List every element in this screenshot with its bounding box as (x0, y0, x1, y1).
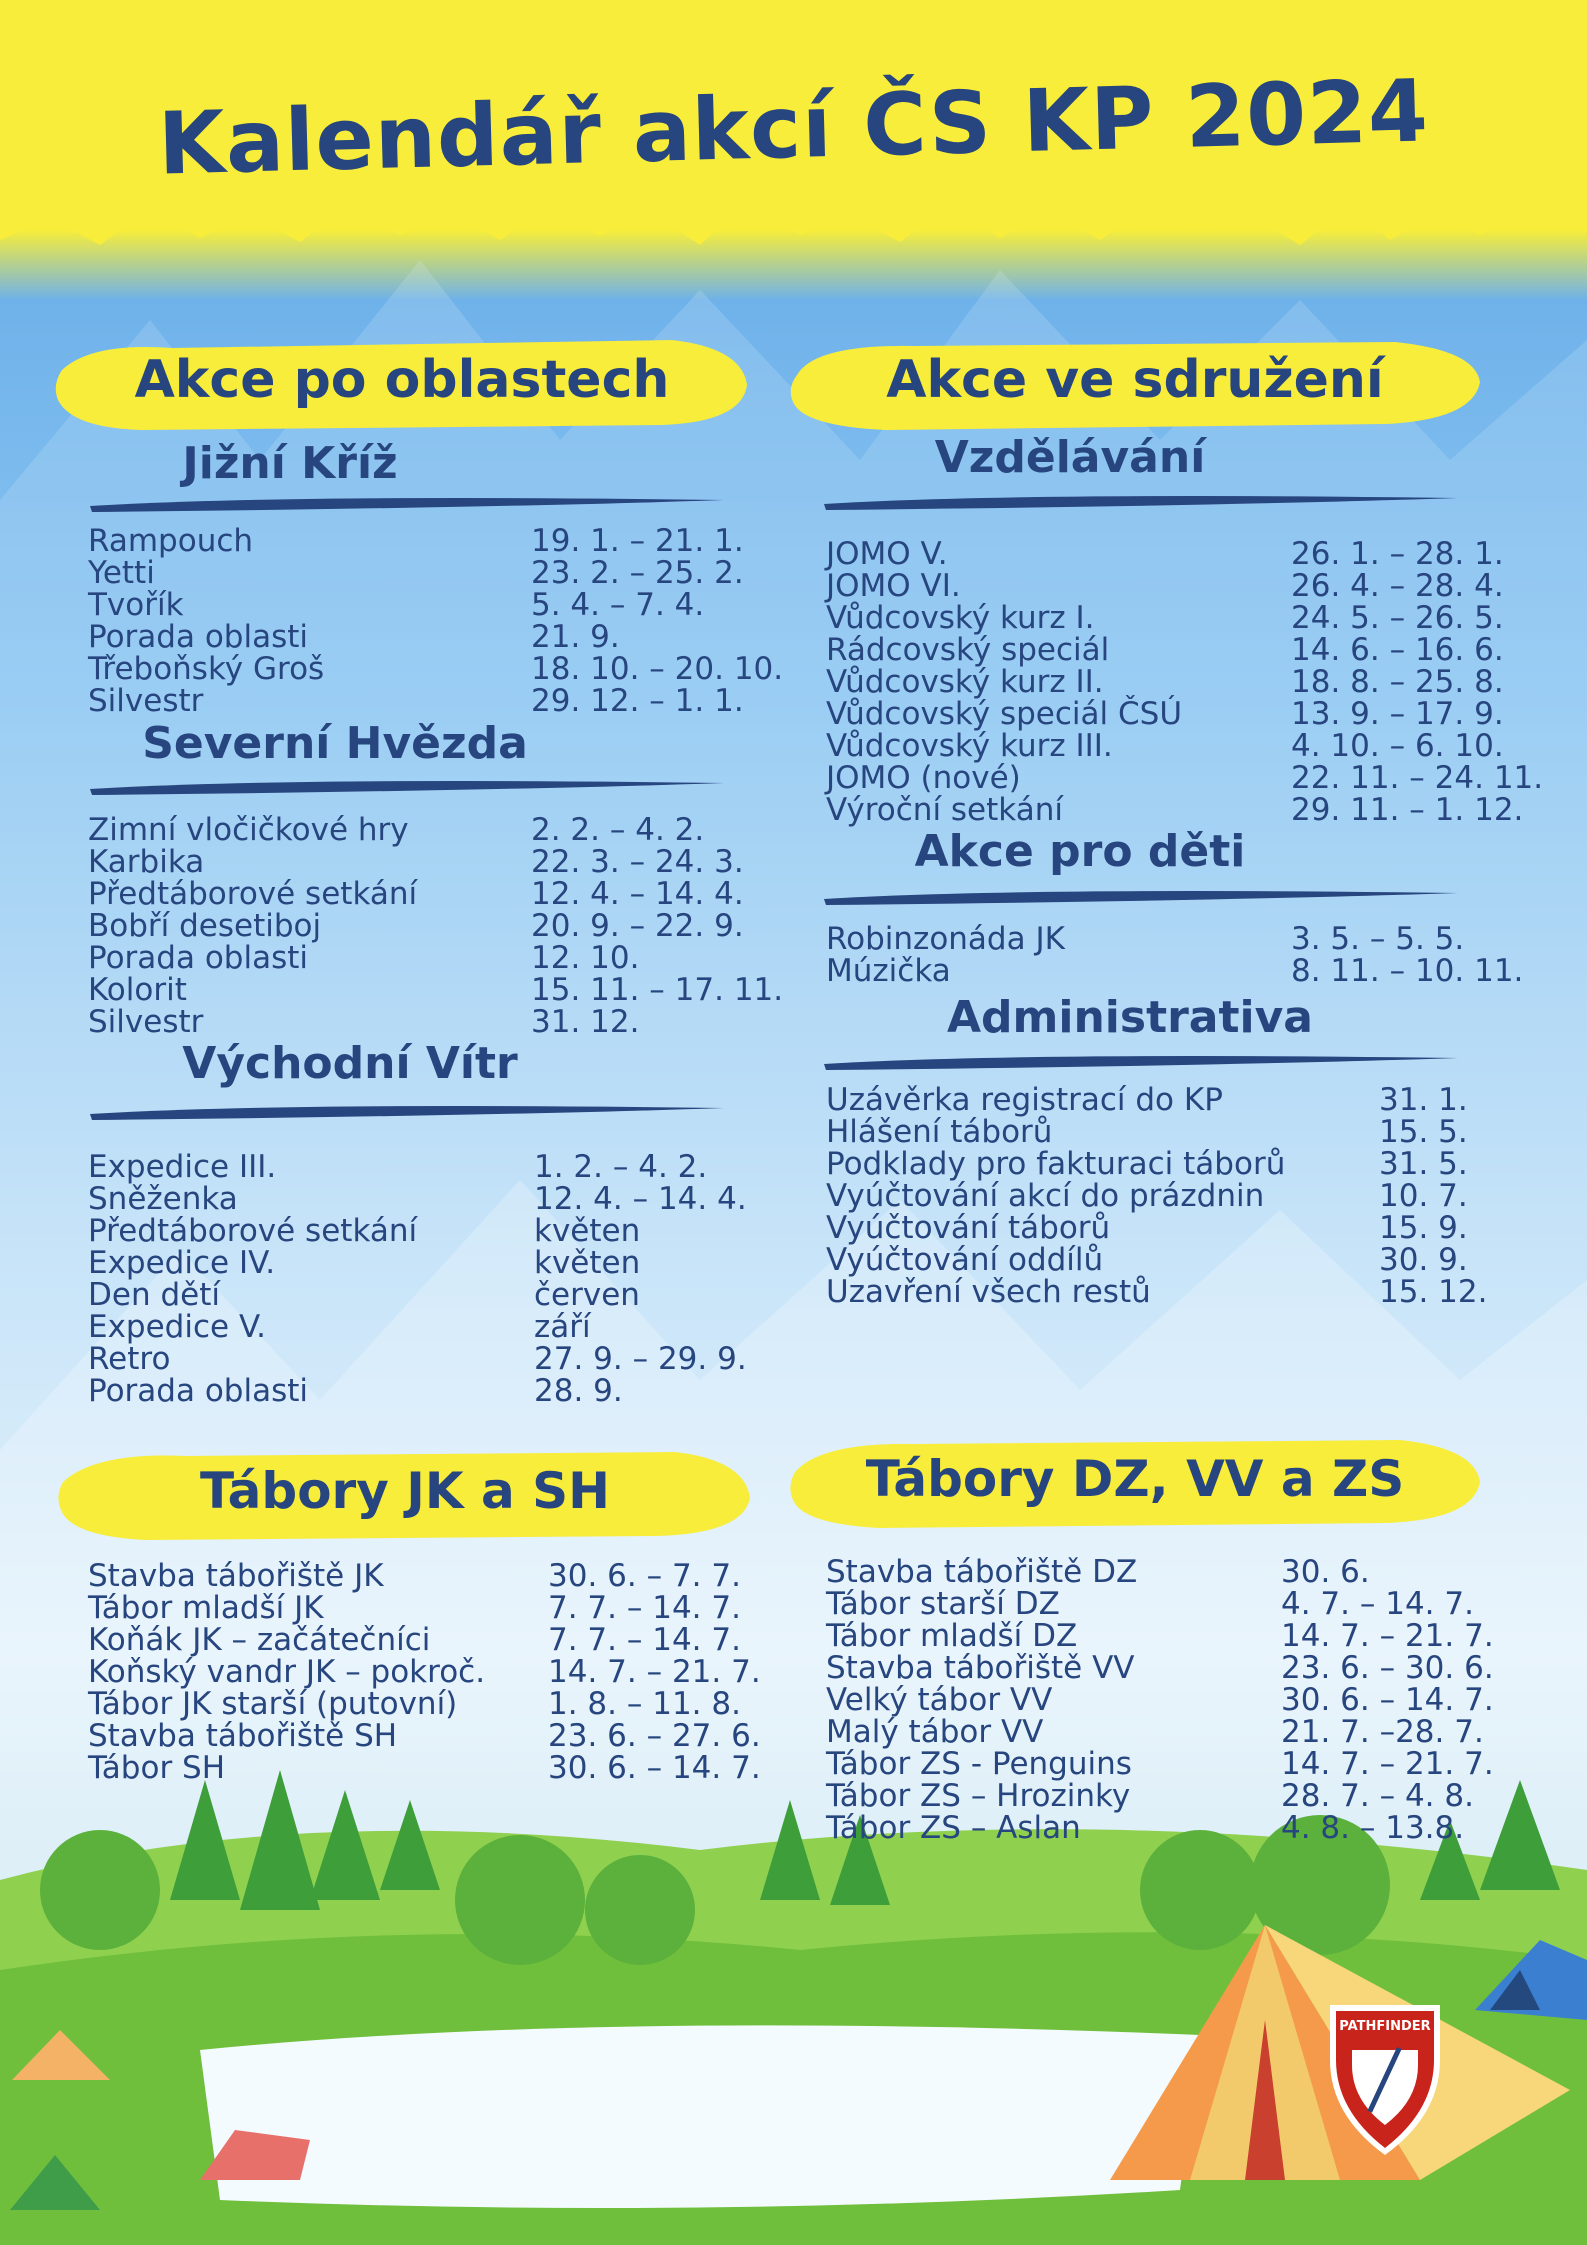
event-date: 21. 9. (531, 619, 620, 655)
banner-label: Akce po oblastech (134, 350, 670, 410)
heading-administrativa: Administrativa (947, 992, 1313, 1043)
event-name: Tábor SH (88, 1750, 226, 1786)
event-name: Silvestr (88, 1004, 204, 1040)
event-date: 30. 6. – 14. 7. (1281, 1682, 1494, 1718)
event-date: 5. 4. – 7. 4. (531, 587, 705, 623)
event-name: Yetti (88, 555, 155, 591)
event-name: Stavba tábořiště SH (88, 1718, 398, 1754)
heading-akce-pro-deti: Akce pro děti (914, 826, 1246, 877)
event-date: 3. 5. – 5. 5. (1291, 921, 1465, 957)
event-date: 14. 7. – 21. 7. (548, 1654, 761, 1690)
event-date: 22. 11. – 24. 11. (1291, 760, 1544, 796)
event-name: Uzávěrka registrací do KP (826, 1082, 1223, 1118)
event-name: JOMO (nové) (826, 760, 1021, 796)
event-date: 15. 5. (1379, 1114, 1468, 1150)
event-date: 23. 2. – 25. 2. (531, 555, 744, 591)
event-name: Koňský vandr JK – pokroč. (88, 1654, 486, 1690)
event-name: Robinzonáda JK (826, 921, 1065, 957)
banner-akce-po-oblastech (52, 330, 752, 435)
event-name: Stavba tábořiště VV (826, 1650, 1135, 1686)
event-name: Expedice IV. (88, 1245, 276, 1281)
underline-stroke (88, 492, 728, 514)
logo-text: PATHFINDER (1339, 2019, 1431, 2034)
event-name: Porada oblasti (88, 940, 308, 976)
event-name: Třeboňský Groš (88, 651, 325, 687)
event-name: Tábor starší DZ (826, 1586, 1060, 1622)
event-name: Malý tábor VV (826, 1714, 1044, 1750)
event-name: Zimní vločičkové hry (88, 812, 409, 848)
event-date: září (534, 1309, 591, 1345)
event-date: 31. 12. (531, 1004, 640, 1040)
event-date: 15. 12. (1379, 1274, 1488, 1310)
event-name: Vůdcovský kurz III. (826, 728, 1113, 764)
event-name: Podklady pro fakturaci táborů (826, 1146, 1286, 1182)
event-name: JOMO VI. (826, 568, 961, 604)
event-date: 28. 7. – 4. 8. (1281, 1778, 1474, 1814)
event-date: 28. 9. (534, 1373, 623, 1409)
event-date: 29. 11. – 1. 12. (1291, 792, 1524, 828)
event-name: Vyúčtování akcí do prázdnin (826, 1178, 1265, 1214)
event-date: 4. 8. – 13.8. (1281, 1810, 1465, 1846)
event-name: Vyúčtování táborů (826, 1210, 1111, 1246)
event-date: 30. 6. – 14. 7. (548, 1750, 761, 1786)
underline-stroke (822, 885, 1462, 907)
event-name: Kolorit (88, 972, 187, 1008)
banner-tabory-dz-vv-zs (785, 1428, 1485, 1533)
underline-stroke (822, 1050, 1462, 1072)
event-name: Stavba tábořiště JK (88, 1558, 384, 1594)
event-date: 18. 10. – 20. 10. (531, 651, 784, 687)
event-date: 20. 9. – 22. 9. (531, 908, 744, 944)
event-date: 12. 4. – 14. 4. (534, 1181, 747, 1217)
event-date: 14. 7. – 21. 7. (1281, 1618, 1494, 1654)
event-name: Předtáborové setkání (88, 1213, 418, 1249)
event-name: Porada oblasti (88, 619, 308, 655)
event-date: červen (534, 1277, 640, 1313)
banner-label: Akce ve sdružení (886, 350, 1384, 410)
event-name: Tvořík (88, 587, 184, 623)
banner-tabory-jk-sh (55, 1440, 755, 1545)
event-date: 4. 10. – 6. 10. (1291, 728, 1504, 764)
underline-stroke (88, 775, 728, 797)
event-date: 15. 11. – 17. 11. (531, 972, 784, 1008)
event-date: 2. 2. – 4. 2. (531, 812, 705, 848)
event-date: 15. 9. (1379, 1210, 1468, 1246)
event-name: Hlášení táborů (826, 1114, 1053, 1150)
event-name: Retro (88, 1341, 171, 1377)
banner-akce-ve-sdruzeni (785, 330, 1485, 435)
event-name: JOMO V. (826, 536, 948, 572)
page-title: Kalendář akcí ČS KP 2024 (156, 61, 1431, 195)
event-date: 18. 8. – 25. 8. (1291, 664, 1504, 700)
banner-label: Tábory DZ, VV a ZS (865, 1450, 1405, 1508)
event-name: Uzavření všech restů (826, 1274, 1151, 1310)
event-name: Tábor mladší DZ (826, 1618, 1078, 1654)
event-date: 4. 7. – 14. 7. (1281, 1586, 1474, 1622)
event-date: 31. 1. (1379, 1082, 1468, 1118)
event-name: Tábor ZS - Penguins (826, 1746, 1132, 1782)
event-name: Rádcovský speciál (826, 632, 1110, 668)
event-name: Silvestr (88, 683, 204, 719)
event-name: Tábor JK starší (putovní) (88, 1686, 458, 1722)
event-date: 24. 5. – 26. 5. (1291, 600, 1504, 636)
event-date: 26. 1. – 28. 1. (1291, 536, 1504, 572)
event-name: Sněženka (88, 1181, 238, 1217)
event-date: 27. 9. – 29. 9. (534, 1341, 747, 1377)
event-name: Tábor ZS – Hrozinky (826, 1778, 1131, 1814)
event-date: 10. 7. (1379, 1178, 1468, 1214)
event-date: 30. 9. (1379, 1242, 1468, 1278)
event-name: Karbika (88, 844, 205, 880)
event-date: 1. 2. – 4. 2. (534, 1149, 708, 1185)
event-date: 23. 6. – 30. 6. (1281, 1650, 1494, 1686)
event-name: Múzička (826, 953, 951, 989)
event-name: Den dětí (88, 1277, 220, 1313)
event-date: 29. 12. – 1. 1. (531, 683, 744, 719)
heading-vzdelavani: Vzdělávání (934, 432, 1206, 483)
event-date: 22. 3. – 24. 3. (531, 844, 744, 880)
event-date: 31. 5. (1379, 1146, 1468, 1182)
event-date: 21. 7. –28. 7. (1281, 1714, 1484, 1750)
event-date: květen (534, 1213, 641, 1249)
event-name: Expedice III. (88, 1149, 277, 1185)
event-name: Vyúčtování oddílů (826, 1242, 1104, 1278)
event-name: Tábor ZS – Aslan (826, 1810, 1081, 1846)
event-name: Expedice V. (88, 1309, 267, 1345)
event-date: 7. 7. – 14. 7. (548, 1622, 741, 1658)
event-date: 13. 9. – 17. 9. (1291, 696, 1504, 732)
event-date: květen (534, 1245, 641, 1281)
event-date: 14. 7. – 21. 7. (1281, 1746, 1494, 1782)
underline-stroke (822, 490, 1462, 512)
event-name: Stavba tábořiště DZ (826, 1554, 1138, 1590)
event-name: Bobří desetiboj (88, 908, 322, 944)
event-date: 19. 1. – 21. 1. (531, 523, 744, 559)
event-name: Tábor mladší JK (88, 1590, 324, 1626)
event-date: 26. 4. – 28. 4. (1291, 568, 1504, 604)
event-name: Vůdcovský speciál ČSÚ (826, 696, 1183, 732)
event-name: Výroční setkání (826, 792, 1063, 828)
event-name: Koňák JK – začátečníci (88, 1622, 431, 1658)
event-date: 12. 10. (531, 940, 640, 976)
event-name: Velký tábor VV (826, 1682, 1053, 1718)
event-name: Vůdcovský kurz II. (826, 664, 1104, 700)
event-date: 14. 6. – 16. 6. (1291, 632, 1504, 668)
event-date: 23. 6. – 27. 6. (548, 1718, 761, 1754)
event-name: Porada oblasti (88, 1373, 308, 1409)
banner-label: Tábory JK a SH (200, 1462, 610, 1520)
event-date: 8. 11. – 10. 11. (1291, 953, 1524, 989)
heading-vychodni-vitr: Východní Vítr (182, 1038, 518, 1089)
event-date: 12. 4. – 14. 4. (531, 876, 744, 912)
heading-jizni-kriz: Jižní Kříž (182, 438, 398, 489)
event-date: 30. 6. – 7. 7. (548, 1558, 741, 1594)
event-name: Vůdcovský kurz I. (826, 600, 1095, 636)
underline-stroke (88, 1100, 728, 1122)
event-date: 1. 8. – 11. 8. (548, 1686, 741, 1722)
lake (200, 2025, 1200, 2208)
event-date: 7. 7. – 14. 7. (548, 1590, 741, 1626)
event-name: Předtáborové setkání (88, 876, 418, 912)
heading-severni-hvezda: Severní Hvězda (142, 718, 528, 769)
event-date: 30. 6. (1281, 1554, 1370, 1590)
event-name: Rampouch (88, 523, 254, 559)
